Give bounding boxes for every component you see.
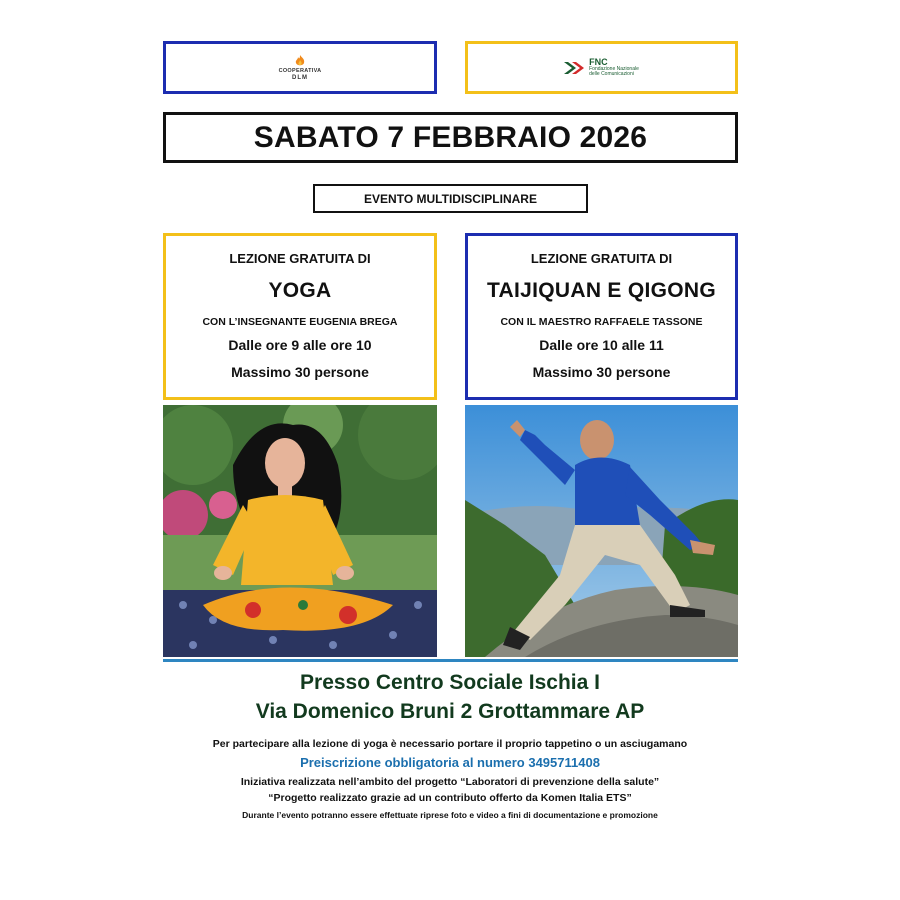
mat-note: Per partecipare alla lezione di yoga è necessario portare il proprio tappetino o un asciugamano: [212, 738, 688, 750]
yoga-time: Dalle ore 9 alle ore 10: [228, 337, 372, 353]
yoga-teacher-photo: [163, 405, 437, 657]
coop-name: COOPERATIVA: [278, 68, 322, 75]
fnc-logo-box: [465, 41, 738, 94]
location-line1: Presso Centro Sociale Ischia I: [300, 671, 600, 694]
event-type-label: EVENTO MULTIDISCIPLINARE: [313, 184, 588, 213]
coop-dlm-logo: [279, 54, 322, 81]
fnc-chevron-icon: [564, 60, 586, 76]
yoga-teacher: CON L’INSEGNANTE EUGENIA BREGA: [202, 316, 398, 328]
sponsor-suffix: ”: [626, 792, 632, 804]
yoga-capacity: Massimo 30 persone: [231, 364, 369, 380]
sponsor-name: Komen Italia ETS: [540, 792, 627, 804]
coop-sub: DLM: [291, 74, 308, 81]
taiji-teacher: CON IL MAESTRO RAFFAELE TASSONE: [500, 316, 703, 328]
sponsor-prefix: “Progetto realizzato grazie ad un contributo offerto da: [268, 792, 541, 804]
location-line2: Via Domenico Bruni 2 Grottammare AP: [255, 700, 645, 723]
disclaimer-note: Durante l’evento potranno essere effettuate riprese foto e video a fini di documentazione e promozione: [242, 810, 658, 820]
coop-logo-box: [163, 41, 437, 94]
yoga-discipline: YOGA: [268, 279, 332, 302]
preregistration-phone: Preiscrizione obbligatoria al numero 3495711408: [300, 755, 600, 770]
flame-icon: [293, 54, 307, 68]
taiji-time: Dalle ore 10 alle 11: [539, 337, 664, 353]
event-date: SABATO 7 FEBBRAIO 2026: [163, 112, 738, 163]
taiji-discipline: TAIJIQUAN E QIGONG: [486, 279, 717, 302]
fnc-abbr: FNC: [589, 56, 608, 67]
initiative-note: Iniziativa realizzata nell’ambito del progetto “Laboratori di prevenzione della salute”: [240, 776, 660, 788]
fnc-full-line1: Fondazione Nazionale: [589, 65, 639, 72]
fnc-full-line2: delle Comunicazioni: [589, 71, 634, 78]
taiji-intro: LEZIONE GRATUITA DI: [530, 251, 673, 266]
taiji-master-photo: [465, 405, 738, 657]
sponsor-note: [0, 792, 900, 804]
yoga-lesson-box: [163, 233, 437, 400]
section-divider: [163, 659, 738, 662]
fnc-logo: [564, 58, 639, 78]
taiji-capacity: Massimo 30 persone: [532, 364, 671, 380]
yoga-intro: LEZIONE GRATUITA DI: [229, 251, 371, 266]
taiji-lesson-box: [465, 233, 738, 400]
